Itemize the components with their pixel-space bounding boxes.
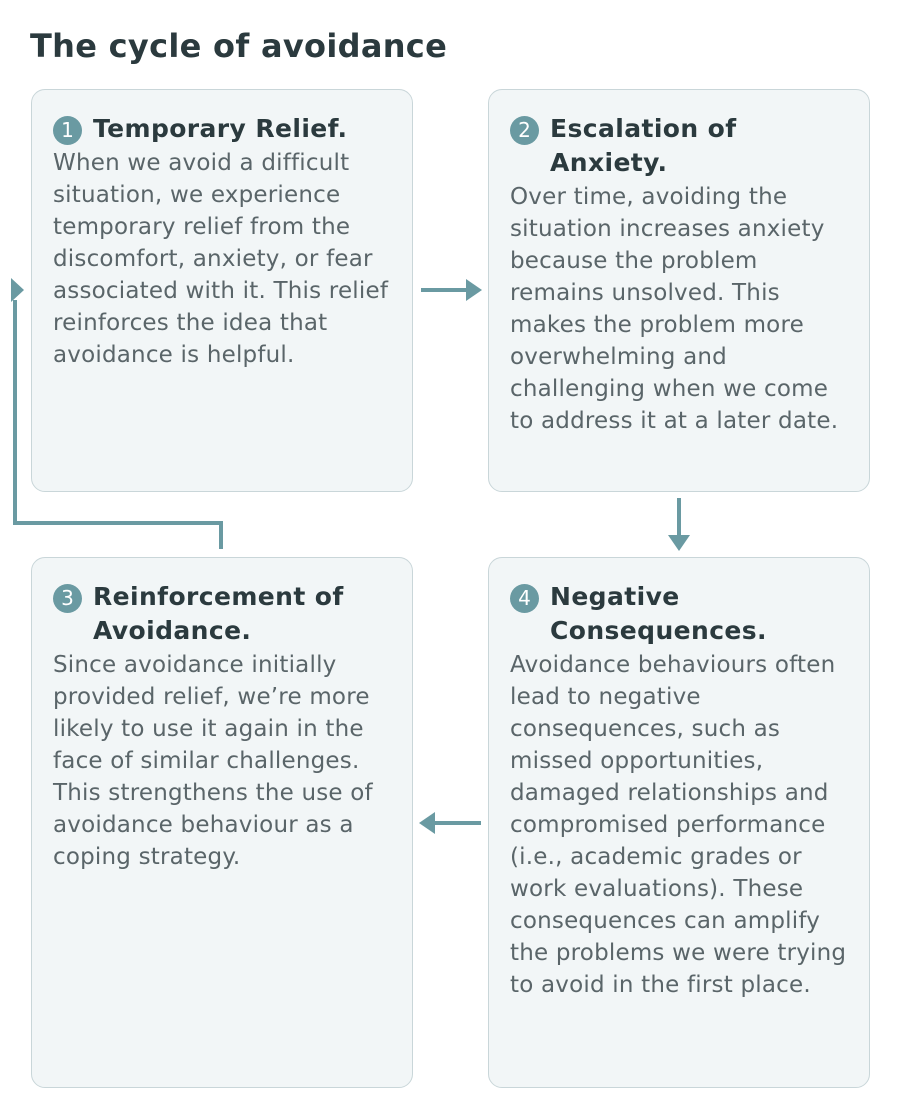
step-title: Escalation of Anxiety. xyxy=(550,114,737,177)
step-description: Over time, avoiding the situation increases anxiety because the problem remains unsolved. This makes the problem more overwhelming and challenging when we come to address it at a later date. xyxy=(510,184,839,434)
step-header xyxy=(510,580,849,648)
step-header xyxy=(510,112,849,180)
step-header xyxy=(53,580,392,648)
step-number-badge: 2 xyxy=(510,116,539,145)
step-card-escalation-of-anxiety xyxy=(488,89,870,492)
arrow-2-to-4 xyxy=(668,498,690,551)
step-card-negative-consequences xyxy=(488,557,870,1088)
step-header xyxy=(53,112,392,146)
step-description: When we avoid a difficult situation, we experience temporary relief from the discomfort, anxiety, or fear associated with it. This relief reinforces the idea that avoidance is helpful. xyxy=(53,150,389,368)
step-card-temporary-relief xyxy=(31,89,413,492)
step-number-badge: 4 xyxy=(510,584,539,613)
arrow-1-to-2 xyxy=(421,279,482,301)
step-description: Since avoidance initially provided relief, we’re more likely to use it again in the face of similar challenges. This strengthens the use of avoidance behaviour as a coping strategy. xyxy=(53,652,373,870)
step-card-reinforcement-of-avoidance xyxy=(31,557,413,1088)
page-title: The cycle of avoidance xyxy=(30,27,448,65)
step-number-badge: 1 xyxy=(53,116,82,145)
step-title: Reinforcement of Avoidance. xyxy=(93,582,344,645)
arrow-4-to-3 xyxy=(419,812,481,834)
step-description: Avoidance behaviours often lead to negative consequences, such as missed opportunities, damaged relationships and compromised performance (i.e., academic grades or work evaluations). These consequences can amplify the problems we were trying to avoid in the first place. xyxy=(510,652,847,998)
step-number-badge: 3 xyxy=(53,584,82,613)
step-title: Negative Consequences. xyxy=(550,582,767,645)
step-title: Temporary Relief. xyxy=(93,114,348,143)
